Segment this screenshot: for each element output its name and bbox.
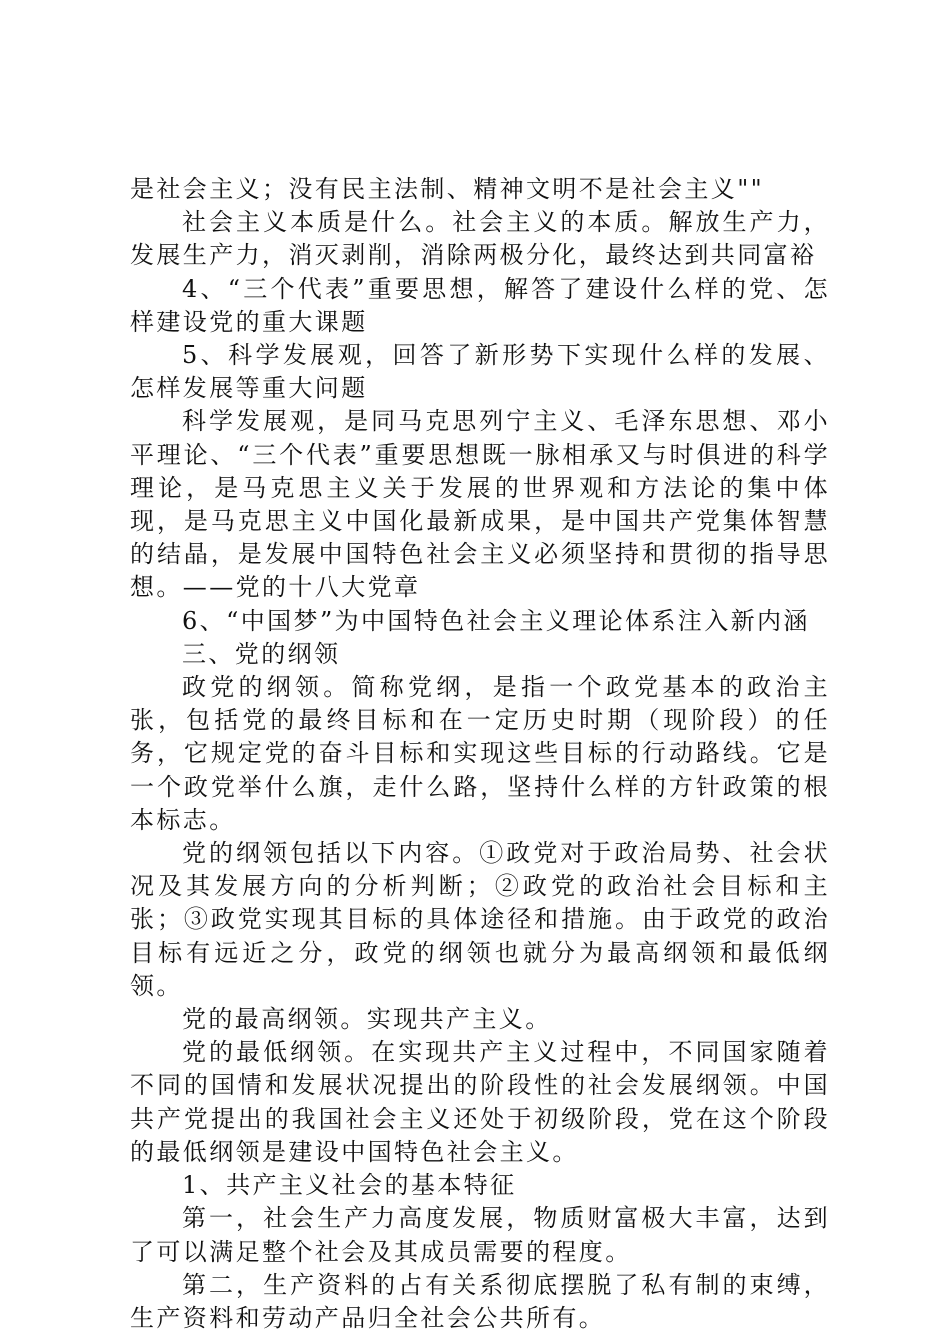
paragraph-scientific-outlook: 5、科学发展观，回答了新形势下实现什么样的发展、怎样发展等重大问题 [130, 341, 830, 403]
paragraph-continuation: 是社会主义；没有民主法制、精神文明不是社会主义"" [130, 175, 765, 203]
section-heading-party-program: 三、党的纲领 [182, 639, 341, 668]
paragraph-minimum-program: 党的最低纲领。在实现共产主义过程中，不同国家随着不同的国情和发展状况提出的阶段性的社会发展纲领。中国共产党提出的我国社会主义还处于初级阶段，党在这个阶段的最低纲领是建设中国特色社会主义。 [130, 1038, 830, 1166]
paragraph-chinese-dream: 6、“中国梦”为中国特色社会主义理论体系注入新内涵 [182, 606, 810, 635]
paragraph-socialism-essence: 社会主义本质是什么。社会主义的本质。解放生产力，发展生产力，消灭剥削，消除两极分化，最终达到共同富裕 [130, 208, 830, 270]
paragraph-party-program-contents: 党的纲领包括以下内容。①政党对于政治局势、社会状况及其发展方向的分析判断；②政党的政治社会目标和主张；③政党实现其目标的具体途径和措施。由于政党的政治目标有远近之分，政党的纲领也就分为最高纲领和最低纲领。 [130, 839, 830, 1000]
paragraph-three-represents: 4、“三个代表”重要思想，解答了建设什么样的党、怎样建设党的重大课题 [130, 274, 830, 336]
document-body [130, 173, 830, 1335]
subheading-communist-society-features: 1、共产主义社会的基本特征 [182, 1171, 517, 1200]
paragraph-feature-first: 第一，社会生产力高度发展，物质财富极大丰富，达到了可以满足整个社会及其成员需要的程度。 [130, 1204, 830, 1266]
paragraph-feature-second: 第二，生产资料的占有关系彻底摆脱了私有制的束缚，生产资料和劳动产品归全社会公共所有。 [130, 1270, 830, 1332]
paragraph-party-program-definition: 政党的纲领。简称党纲，是指一个政党基本的政治主张，包括党的最终目标和在一定历史时期（现阶段）的任务，它规定党的奋斗目标和实现这些目标的行动路线。它是一个政党举什么旗，走什么路，坚持什么样的方针政策的根本标志。 [130, 673, 830, 834]
paragraph-scientific-outlook-detail: 科学发展观，是同马克思列宁主义、毛泽东思想、邓小平理论、“三个代表”重要思想既一脉相承又与时俱进的科学理论，是马克思主义关于发展的世界观和方法论的集中体现，是马克思主义中国化最新成果，是中国共产党集体智慧的结晶，是发展中国特色社会主义必须坚持和贯彻的指导思想。——党的十八大党章 [130, 407, 830, 602]
paragraph-maximum-program: 党的最高纲领。实现共产主义。 [182, 1005, 552, 1034]
